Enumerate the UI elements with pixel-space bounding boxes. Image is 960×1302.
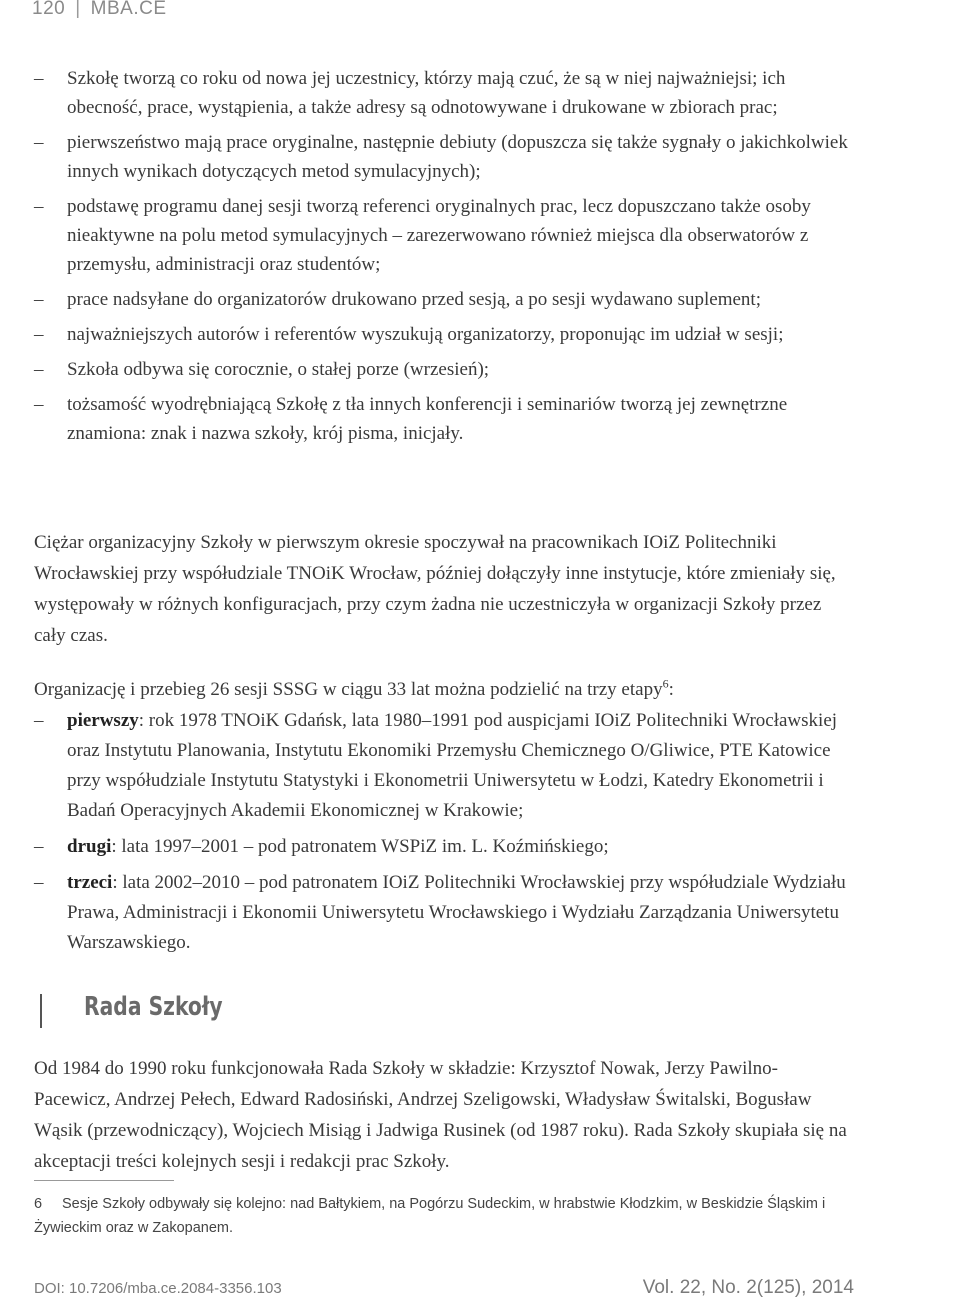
footnote-reference[interactable]: 6 xyxy=(662,676,669,691)
header-separator: | xyxy=(75,0,81,19)
dash-bullet: – xyxy=(34,359,44,380)
list-item xyxy=(34,285,854,314)
list-item-text: Szkołę tworzą co roku od nowa jej uczestnicy, którzy mają czuć, że są w niej najważniejsi; ich obecność, prace, wystąpienia, a także adresy są odnotowywane i drukowane w zbiorach prac; xyxy=(67,68,786,118)
list-item-text: podstawę programu danej sesji tworzą referenci oryginalnych prac, lecz dopuszczano także osoby nieaktywne na polu metod symulacyjnych – zarezerwowano również miejsca dla obserwatorów z przemysłu, administracji oraz studentów; xyxy=(67,196,811,275)
list-item-text: pierwszeństwo mają prace oryginalne, następnie debiuty (dopuszcza się także sygnały o jakichkolwiek innych wynikach dotyczących metod symulacyjnych); xyxy=(67,132,848,182)
list-item xyxy=(34,832,854,862)
dash-bullet: – xyxy=(34,196,44,217)
footnote xyxy=(34,1192,856,1240)
list-item-text: Szkoła odbywa się corocznie, o stałej porze (wrzesień); xyxy=(67,359,490,380)
list-item xyxy=(34,192,854,279)
list-item-text: tożsamość wyodrębniającą Szkołę z tła innych konferencji i seminariów tworzą jej zewnętrzne znamiona: znak i nazwa szkoły, krój pisma, inicjały. xyxy=(67,394,788,444)
page-number: 120 xyxy=(32,0,66,19)
dash-bullet: – xyxy=(34,324,44,345)
section-heading-bar xyxy=(40,994,42,1028)
dash-bullet: – xyxy=(34,68,44,89)
dash-bullet: – xyxy=(34,289,44,310)
stages-intro-suffix: : xyxy=(668,679,674,700)
list-item-text: prace nadsyłane do organizatorów drukowano przed sesją, a po sesji wydawano suplement; xyxy=(67,289,761,310)
dash-bullet: – xyxy=(34,836,44,857)
stage-term: trzeci xyxy=(67,872,113,893)
list-item-text: najważniejszych autorów i referentów wyszukują organizatorzy, proponując im udział w sesji; xyxy=(67,324,784,345)
list-item xyxy=(34,868,854,958)
body-paragraph: Ciężar organizacyjny Szkoły w pierwszym okresie spoczywał na pracownikach IOiZ Politechniki Wrocławskiej przy współudziale TNOiK Wrocław, później dołączyły inne instytucje, które zmieniały się, występowały w różnych konfiguracjach, przy czym żadna nie uczestniczyła w organizacji Szkoły przez cały czas. xyxy=(34,532,836,646)
stages-intro-text: Organizację i przebieg 26 sesji SSSG w ciągu 33 lat można podzielić na trzy etapy xyxy=(34,679,663,700)
footnote-number: 6 xyxy=(34,1196,43,1212)
stage-text: : lata 2002–2010 – pod patronatem IOiZ Politechniki Wrocławskiej przy współudziale Wydziału Prawa, Administracji i Ekonomii Uniwersytetu Wrocławskiego i Wydziału Zarządzania Uniwersytetu Warszawskiego. xyxy=(67,872,846,953)
section-title: Rada Szkoły xyxy=(84,992,223,1022)
body-paragraph: Od 1984 do 1990 roku funkcjonowała Rada Szkoły w składzie: Krzysztof Nowak, Jerzy Pawilno-Pacewicz, Andrzej Pełech, Edward Radosiński, Andrzej Szeligowski, Władysław Świtalski, Bogusław Wąsik (przewodniczący), Wojciech Misiąg i Jadwiga Rusinek (od 1987 roku). Rada Szkoły skupiała się na akceptacji treści kolejnych sesji i redakcji prac Szkoły. xyxy=(34,1058,847,1172)
list-item xyxy=(34,64,854,122)
stage-text: : lata 1997–2001 – pod patronatem WSPiZ im. L. Koźmińskiego; xyxy=(111,836,609,857)
list-item xyxy=(34,320,854,349)
stage-text: : rok 1978 TNOiK Gdańsk, lata 1980–1991 pod auspicjami IOiZ Politechniki Wrocławskiej oraz Instytutu Planowania, Instytutu Ekonomiki Przemysłu Chemicznego O/Gliwice, PTE Katowice przy współudziale Instytutu Statystyki i Ekonometrii Uniwersytetu w Łodzi, Katedry Ekonometrii i Badań Operacyjnych Akademii Ekonomicznej w Krakowie; xyxy=(67,710,838,821)
stage-term: drugi xyxy=(67,836,112,857)
footnote-divider xyxy=(34,1180,174,1181)
stages-list xyxy=(34,706,854,964)
volume-info: Vol. 22, No. 2(125), 2014 xyxy=(642,1277,854,1298)
list-item xyxy=(34,390,854,448)
footnote-text: Sesje Szkoły odbywały się kolejno: nad Bałtykiem, na Pogórzu Sudeckim, w hrabstwie Kłodzkim, w Beskidzie Śląskim i Żywieckim oraz w Zakopanem. xyxy=(34,1196,826,1236)
principles-list xyxy=(34,64,854,454)
dash-bullet: – xyxy=(34,710,44,731)
dash-bullet: – xyxy=(34,394,44,415)
running-header xyxy=(32,0,167,20)
list-item xyxy=(34,128,854,186)
dash-bullet: – xyxy=(34,132,44,153)
dash-bullet: – xyxy=(34,872,44,893)
list-item xyxy=(34,706,854,826)
stages-intro-paragraph xyxy=(34,674,854,705)
doi-link[interactable]: DOI: 10.7206/mba.ce.2084-3356.103 xyxy=(34,1280,282,1297)
list-item xyxy=(34,355,854,384)
stage-term: pierwszy xyxy=(67,710,139,731)
journal-name: MBA.CE xyxy=(90,0,167,19)
